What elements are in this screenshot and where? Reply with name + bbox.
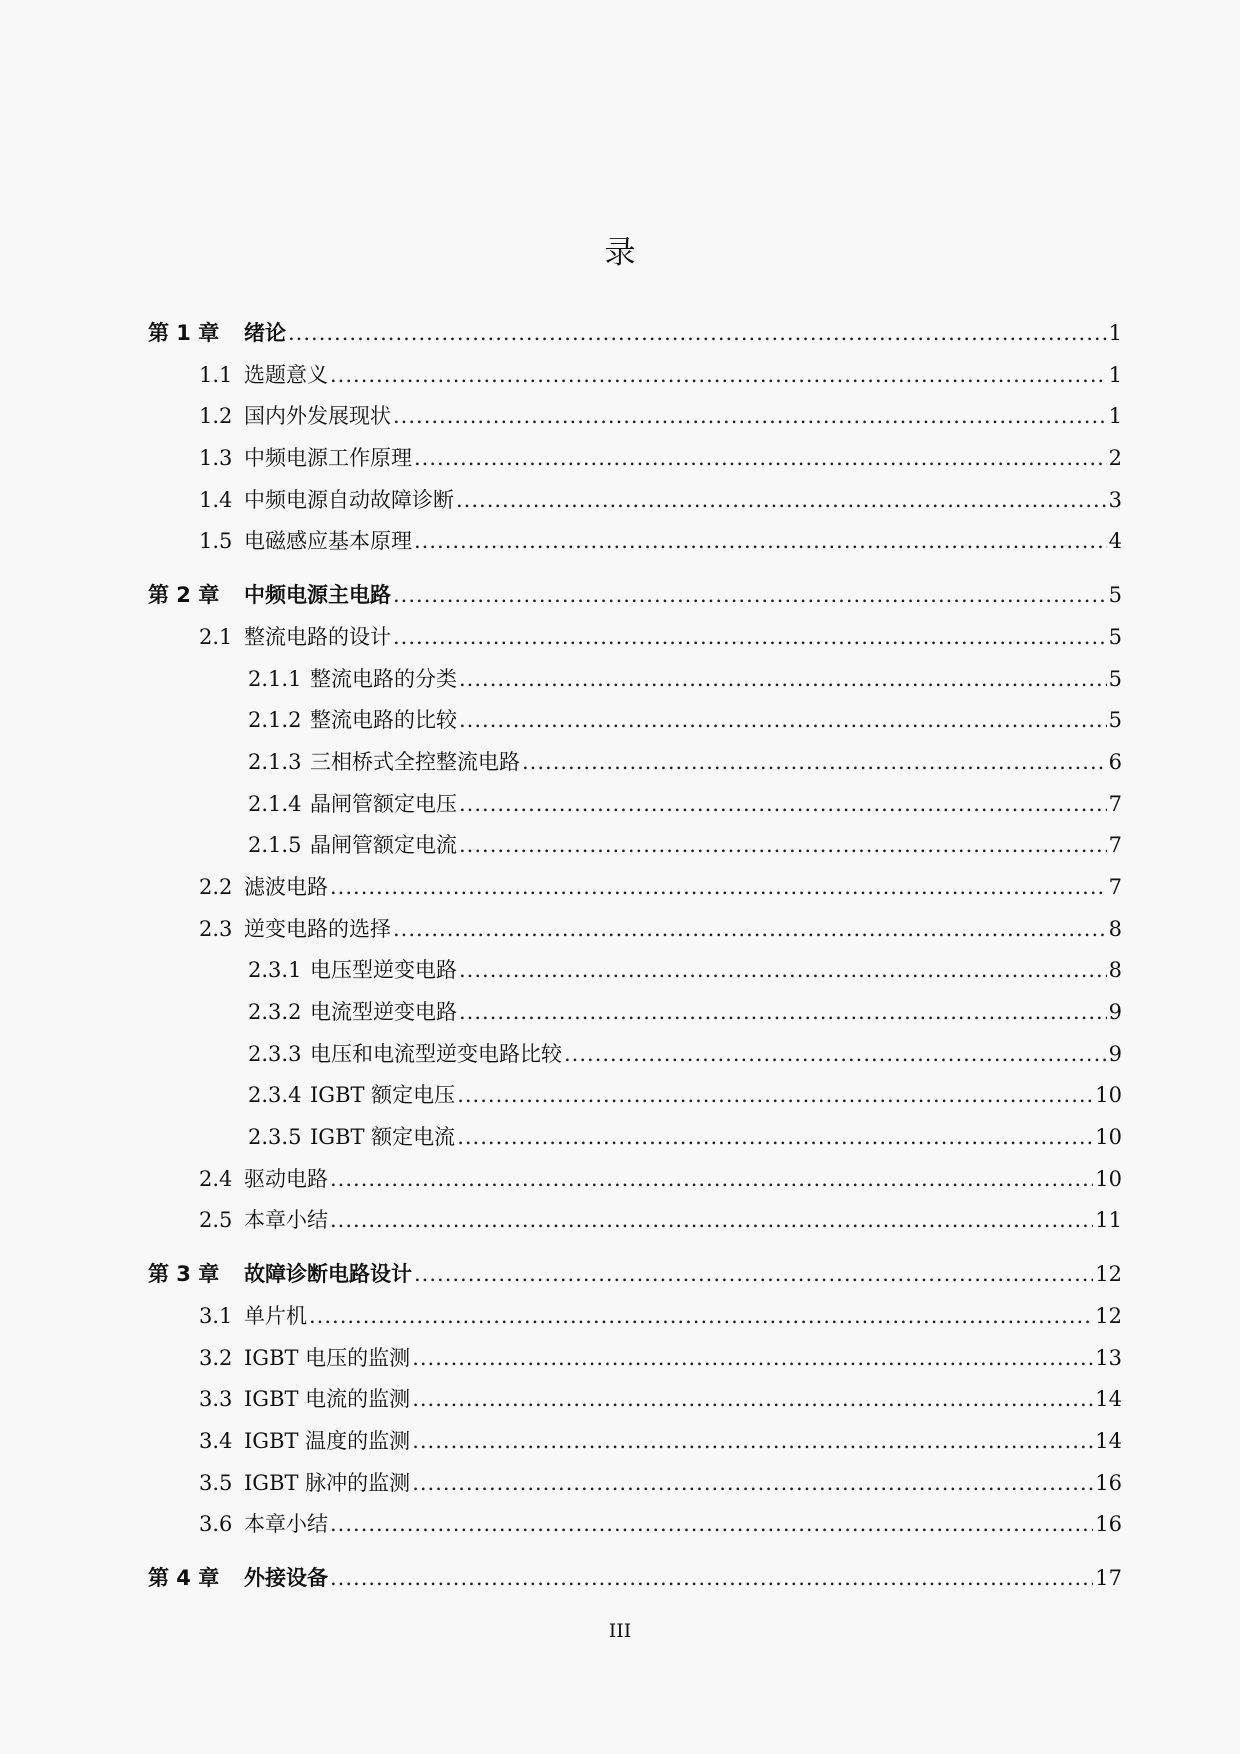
toc-entry-number: 3.3 — [199, 1387, 233, 1412]
toc-leader-dots — [412, 1346, 1093, 1370]
toc-leader-dots — [414, 529, 1107, 553]
toc-entry-number: 2.3.2 — [248, 1000, 302, 1024]
toc-section-entry[interactable] — [148, 1121, 1122, 1163]
toc-entry-page: 5 — [1108, 666, 1122, 691]
toc-entry-title: 整流电路的分类 — [310, 666, 457, 691]
toc-entry-page: 11 — [1095, 1208, 1122, 1233]
toc-chapter-entry[interactable] — [148, 579, 1122, 621]
toc-entry-page: 10 — [1095, 1125, 1122, 1150]
toc-entry-number: 2.1.1 — [248, 666, 302, 691]
toc-entry-number: 第 1 章 — [148, 321, 220, 345]
toc-entry-number: 第 2 章 — [148, 583, 220, 608]
toc-entry-title: 晶闸管额定电流 — [310, 833, 457, 858]
toc-entry-title: IGBT 温度的监测 — [244, 1428, 411, 1453]
toc-section-entry[interactable] — [148, 1425, 1122, 1467]
toc-entry-number: 2.1.3 — [248, 749, 302, 774]
toc-leader-dots — [393, 583, 1107, 607]
toc-section-entry[interactable] — [148, 1467, 1122, 1509]
toc-leader-dots — [459, 1000, 1107, 1024]
toc-entry-page: 10 — [1095, 1083, 1122, 1108]
toc-section-entry[interactable] — [148, 400, 1122, 442]
toc-leader-dots — [393, 625, 1107, 649]
toc-entry-number: 1.1 — [199, 362, 233, 387]
toc-section-entry[interactable] — [148, 1383, 1122, 1425]
toc-section-entry[interactable] — [148, 704, 1122, 746]
toc-entry-title: IGBT 额定电压 — [310, 1083, 456, 1108]
toc-section-entry[interactable] — [148, 1163, 1122, 1205]
toc-entry-number: 1.3 — [199, 446, 233, 471]
toc-entry-title: 绪论 — [244, 321, 286, 345]
toc-leader-dots — [459, 667, 1107, 691]
toc-entry-page: 8 — [1108, 958, 1122, 983]
toc-section-entry[interactable] — [148, 871, 1122, 913]
toc-entry-title: IGBT 电流的监测 — [244, 1387, 411, 1412]
toc-section-entry[interactable] — [148, 442, 1122, 484]
toc-section-entry[interactable] — [148, 954, 1122, 996]
toc-entry-number: 2.4 — [199, 1166, 233, 1191]
toc-entry-title: 外接设备 — [244, 1565, 328, 1590]
toc-entry-title: 中频电源自动故障诊断 — [244, 487, 454, 512]
toc-section-entry[interactable] — [148, 1508, 1122, 1550]
toc-entry-page: 12 — [1095, 1262, 1122, 1287]
toc-entry-title: 整流电路的比较 — [310, 708, 457, 733]
toc-entry-title: 电压型逆变电路 — [310, 958, 457, 983]
toc-entry-page: 7 — [1108, 833, 1122, 858]
toc-leader-dots — [456, 488, 1107, 512]
toc-section-entry[interactable] — [148, 996, 1122, 1038]
toc-section-entry[interactable] — [148, 746, 1122, 788]
toc-entry-number: 2.3 — [199, 916, 233, 941]
toc-entry-number: 2.3.4 — [248, 1083, 302, 1108]
toc-entry-number: 2.1.5 — [248, 833, 302, 858]
toc-entry-title: 三相桥式全控整流电路 — [310, 749, 520, 774]
toc-entry-page: 5 — [1108, 708, 1122, 733]
toc-entry-title: 选题意义 — [244, 362, 328, 387]
toc-leader-dots — [288, 321, 1107, 345]
toc-leader-dots — [414, 446, 1107, 470]
toc-entry-page: 1 — [1108, 404, 1122, 429]
toc-entry-number: 2.2 — [199, 874, 233, 899]
toc-entry-page: 16 — [1095, 1512, 1122, 1537]
toc-entry-title: 本章小结 — [244, 1208, 328, 1233]
toc-section-entry[interactable] — [148, 913, 1122, 955]
toc-section-entry[interactable] — [148, 1204, 1122, 1246]
toc-entry-title: IGBT 电压的监测 — [244, 1345, 411, 1370]
toc-entry-title: 电磁感应基本原理 — [244, 529, 412, 554]
toc-entry-title: 电压和电流型逆变电路比较 — [310, 1041, 562, 1066]
toc-entry-number: 2.1 — [199, 624, 233, 649]
toc-entry-title: 逆变电路的选择 — [244, 916, 391, 941]
toc-section-entry[interactable] — [148, 359, 1122, 401]
toc-leader-dots — [522, 750, 1107, 774]
toc-entry-page: 13 — [1095, 1345, 1122, 1370]
toc-entry-title: 滤波电路 — [244, 874, 328, 899]
toc-section-entry[interactable] — [148, 1038, 1122, 1080]
toc-leader-dots — [330, 363, 1107, 387]
toc-entry-page: 12 — [1095, 1303, 1122, 1328]
toc-entry-page: 7 — [1108, 874, 1122, 899]
toc-leader-dots — [459, 792, 1107, 816]
toc-section-entry[interactable] — [148, 525, 1122, 567]
toc-entry-number: 3.2 — [199, 1345, 233, 1370]
toc-entry-page: 10 — [1095, 1166, 1122, 1191]
toc-entry-page: 6 — [1108, 749, 1122, 774]
toc-leader-dots — [330, 875, 1107, 899]
toc-leader-dots — [393, 917, 1107, 941]
toc-section-entry[interactable] — [148, 663, 1122, 705]
toc-leader-dots — [412, 1471, 1093, 1495]
toc-entry-number: 第 4 章 — [148, 1565, 220, 1590]
toc-section-entry[interactable] — [148, 829, 1122, 871]
toc-entry-title: 单片机 — [244, 1303, 307, 1328]
toc-section-entry[interactable] — [148, 1079, 1122, 1121]
toc-entry-title: 中频电源主电路 — [244, 583, 391, 608]
toc-section-entry[interactable] — [148, 621, 1122, 663]
toc-section-entry[interactable] — [148, 484, 1122, 526]
toc-entry-number: 2.3.5 — [248, 1125, 302, 1150]
toc-leader-dots — [330, 1167, 1093, 1191]
toc-leader-dots — [330, 1566, 1093, 1590]
toc-entry-number: 1.5 — [199, 529, 233, 554]
toc-entry-title: 晶闸管额定电压 — [310, 791, 457, 816]
page-title: 录 — [604, 235, 636, 271]
toc-entry-page: 17 — [1095, 1565, 1122, 1590]
toc-leader-dots — [564, 1042, 1107, 1066]
toc-entry-title: 整流电路的设计 — [244, 624, 391, 649]
toc-entry-page: 14 — [1095, 1428, 1122, 1453]
toc-entry-page: 1 — [1108, 362, 1122, 387]
table-of-contents — [148, 317, 1122, 1604]
toc-leader-dots — [459, 708, 1107, 732]
toc-entry-page: 1 — [1108, 321, 1122, 345]
toc-entry-page: 9 — [1108, 1041, 1122, 1066]
toc-entry-number: 1.2 — [199, 404, 233, 429]
toc-entry-title: IGBT 脉冲的监测 — [244, 1470, 411, 1495]
toc-entry-page: 5 — [1108, 624, 1122, 649]
toc-leader-dots — [330, 1208, 1093, 1232]
toc-chapter-entry[interactable] — [148, 1258, 1122, 1300]
toc-entry-title: IGBT 额定电流 — [310, 1125, 456, 1150]
toc-entry-title: 本章小结 — [244, 1512, 328, 1537]
toc-section-entry[interactable] — [148, 1300, 1122, 1342]
toc-leader-dots — [459, 958, 1107, 982]
toc-entry-number: 2.1.4 — [248, 791, 302, 816]
toc-entry-number: 3.1 — [199, 1303, 233, 1328]
toc-entry-page: 3 — [1108, 487, 1122, 512]
toc-section-entry[interactable] — [148, 788, 1122, 830]
toc-entry-page: 8 — [1108, 916, 1122, 941]
toc-entry-number: 1.4 — [199, 487, 233, 512]
toc-entry-title: 故障诊断电路设计 — [244, 1262, 412, 1287]
toc-leader-dots — [393, 404, 1107, 428]
toc-leader-dots — [412, 1387, 1093, 1411]
toc-entry-page: 9 — [1108, 1000, 1122, 1024]
toc-leader-dots — [457, 1125, 1093, 1149]
toc-entry-page: 5 — [1108, 583, 1122, 608]
toc-entry-number: 3.4 — [199, 1428, 233, 1453]
toc-entry-page: 2 — [1108, 446, 1122, 471]
toc-leader-dots — [330, 1512, 1093, 1536]
toc-entry-title: 电流型逆变电路 — [310, 1000, 457, 1024]
toc-entry-number: 2.1.2 — [248, 708, 302, 733]
toc-entry-number: 2.5 — [199, 1208, 233, 1233]
toc-entry-page: 16 — [1095, 1470, 1122, 1495]
toc-entry-title: 中频电源工作原理 — [244, 446, 412, 471]
toc-entry-number: 第 3 章 — [148, 1262, 220, 1287]
toc-entry-page: 4 — [1108, 529, 1122, 554]
toc-entry-title: 驱动电路 — [244, 1166, 328, 1191]
toc-entry-page: 14 — [1095, 1387, 1122, 1412]
toc-entry-number: 2.3.1 — [248, 958, 302, 983]
toc-leader-dots — [459, 833, 1107, 857]
toc-entry-title: 国内外发展现状 — [244, 404, 391, 429]
toc-section-entry[interactable] — [148, 1342, 1122, 1384]
toc-leader-dots — [309, 1304, 1093, 1328]
toc-entry-page: 7 — [1108, 791, 1122, 816]
toc-entry-number: 3.6 — [199, 1512, 233, 1537]
toc-leader-dots — [412, 1429, 1093, 1453]
toc-chapter-entry[interactable] — [148, 317, 1122, 359]
toc-chapter-entry[interactable] — [148, 1562, 1122, 1604]
toc-entry-number: 2.3.3 — [248, 1041, 302, 1066]
page-number: III — [608, 1620, 632, 1642]
toc-leader-dots — [457, 1083, 1093, 1107]
toc-entry-number: 3.5 — [199, 1470, 233, 1495]
toc-leader-dots — [414, 1262, 1093, 1286]
